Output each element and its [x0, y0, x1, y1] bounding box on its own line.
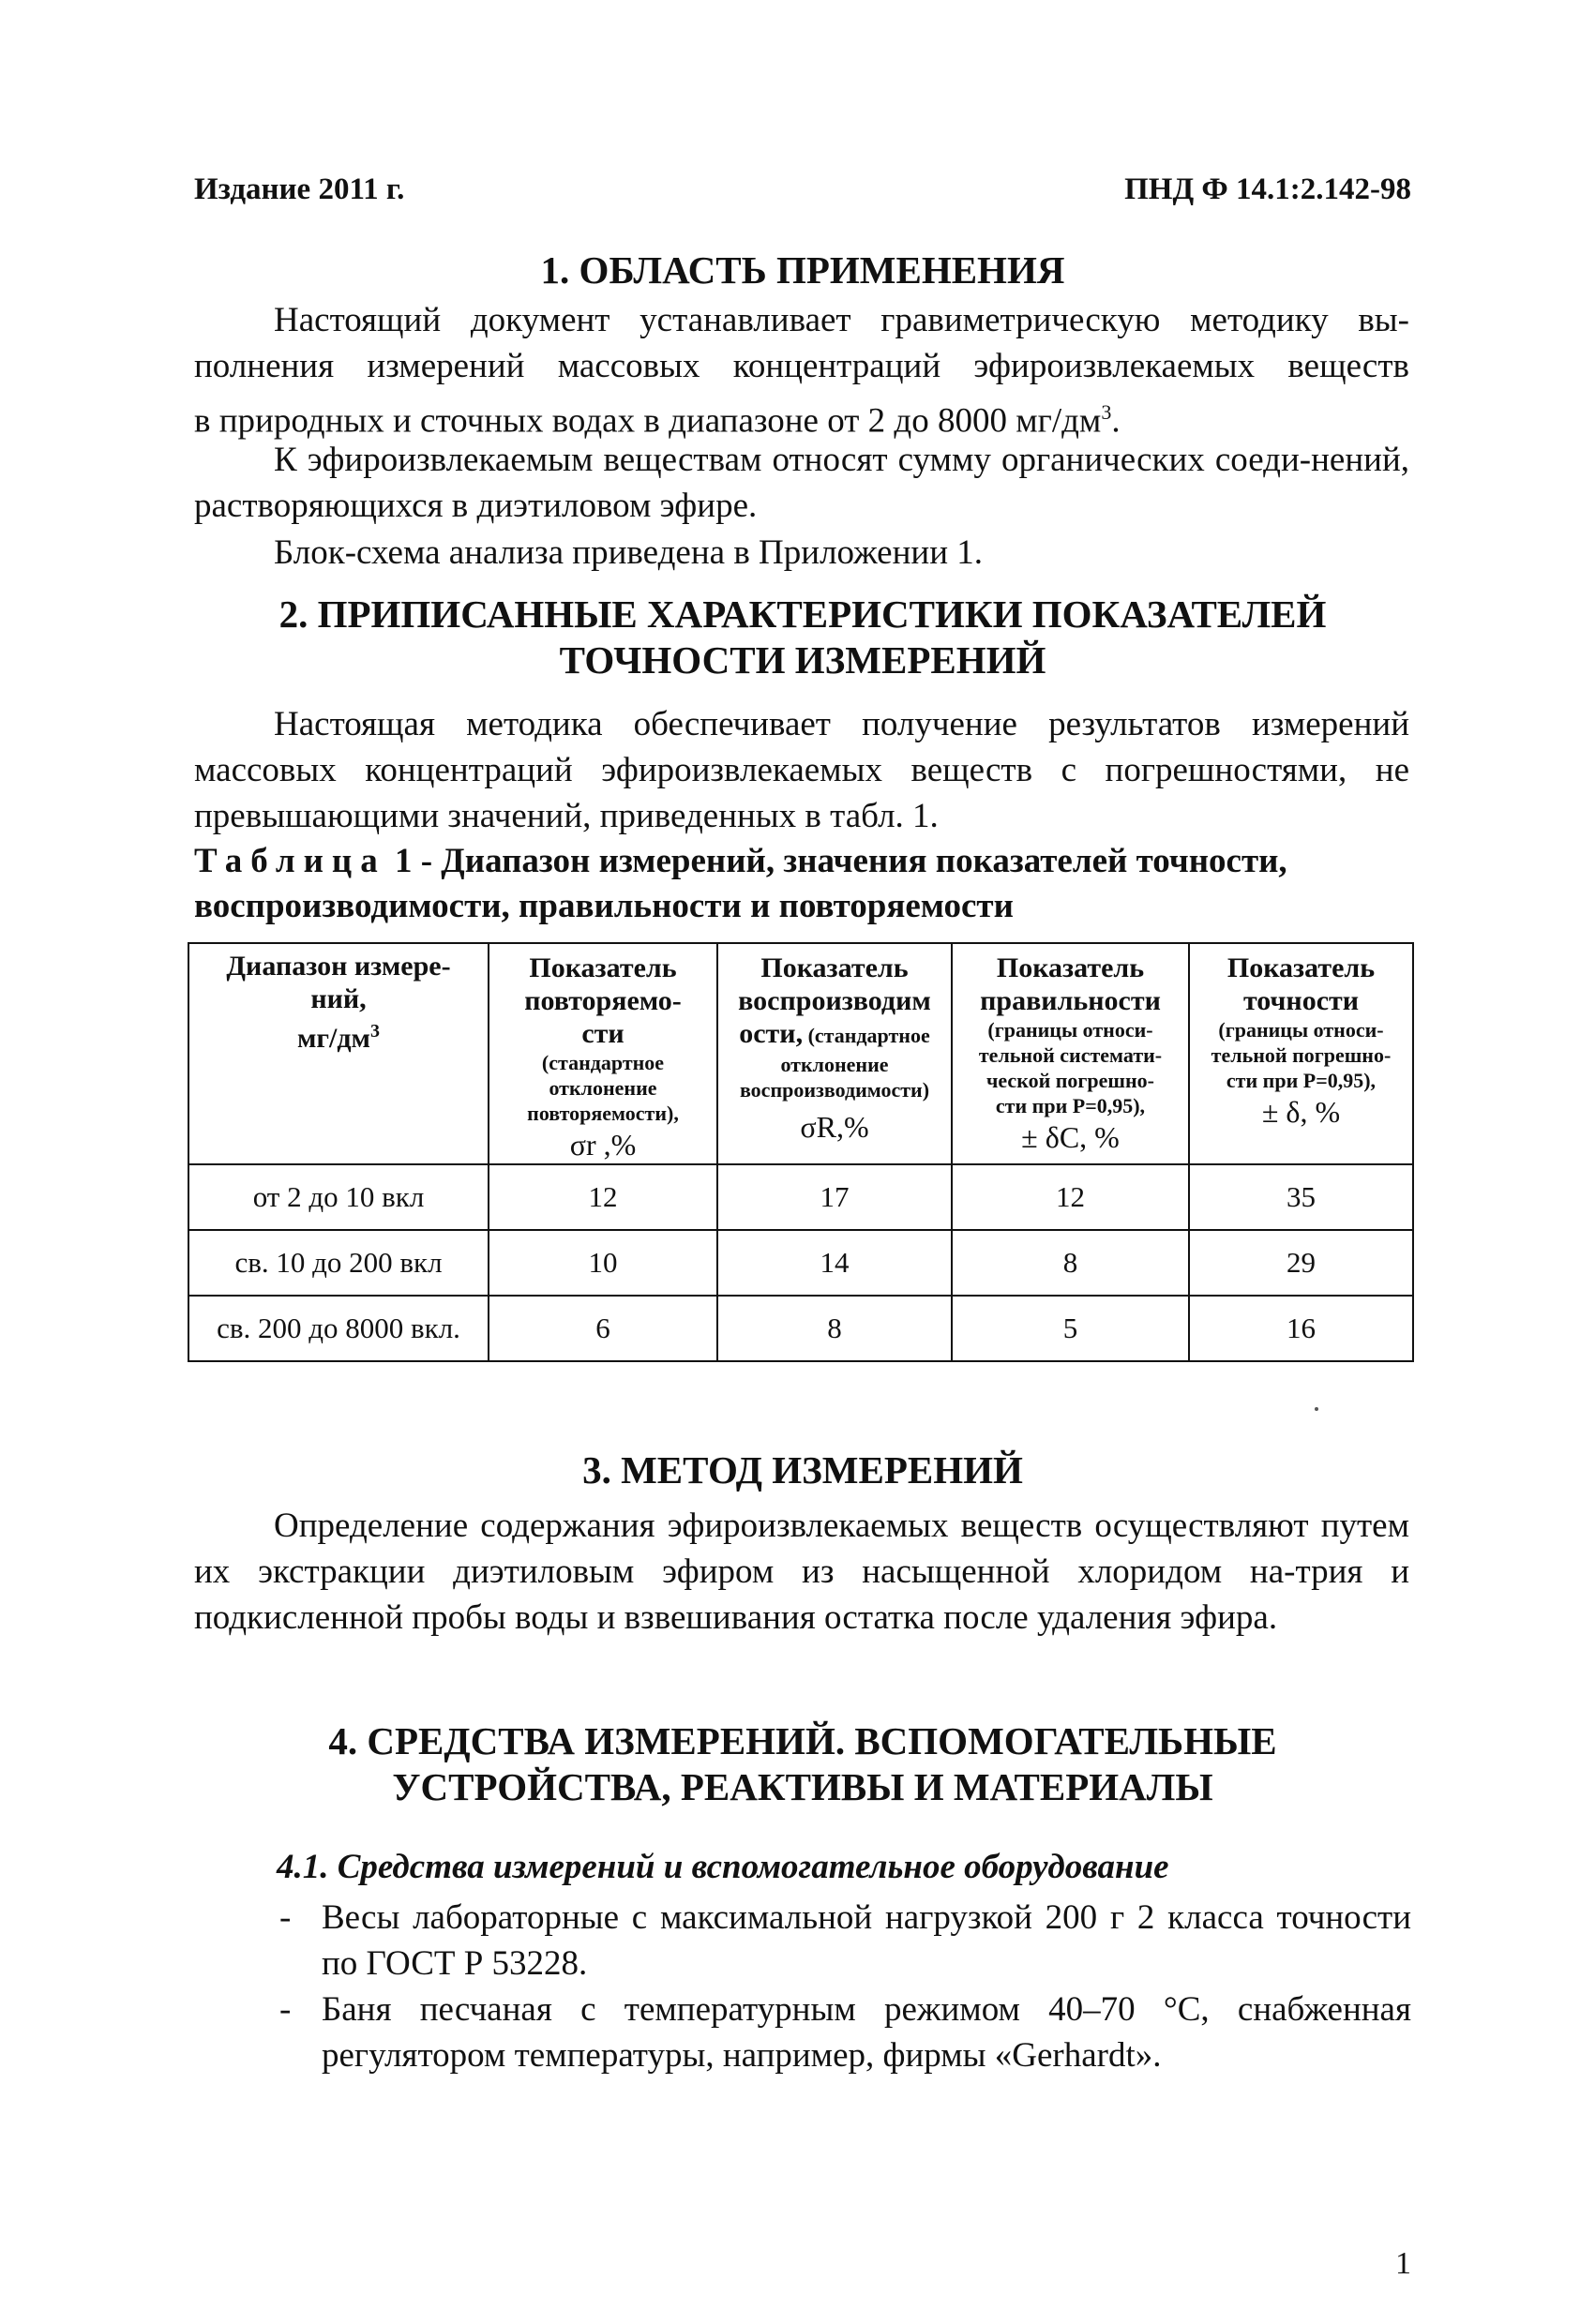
cell-reproducibility: 17: [717, 1164, 952, 1230]
bullet-dash: -: [279, 1898, 292, 1937]
header-accuracy-symbol: ± δ, %: [1261, 1095, 1341, 1129]
header-correctness-line-2: правильности: [980, 985, 1161, 1016]
cell-correctness: 8: [952, 1230, 1189, 1296]
table-1-caption-word: Таблица: [194, 842, 386, 880]
table-1-caption-line-1: [194, 839, 1413, 884]
cell-reproducibility: 14: [717, 1230, 952, 1296]
cell-repeatability: 12: [489, 1164, 717, 1230]
table-1-caption-rest: 1 - Диапазон измерений, значения показателей точности,: [385, 842, 1287, 880]
header-repeatability-line-3: сти: [581, 1018, 624, 1049]
table-1-caption: [194, 839, 1413, 929]
header-accuracy-note-3: сти при P=0,95),: [1226, 1069, 1377, 1092]
section-3-title: 3. МЕТОД ИЗМЕРЕНИЙ: [582, 1448, 1023, 1492]
p1-line-3-text: в природных и сточных водах в диапазоне от 2 до 8000 мг/дм: [194, 401, 1102, 441]
header-accuracy-note-2: тельной погрешно-: [1211, 1043, 1392, 1067]
cell-reproducibility: 8: [717, 1296, 952, 1361]
header-correctness-note-2: тельной системати-: [978, 1043, 1163, 1067]
header-correctness: [952, 943, 1189, 1164]
section-1-paragraph-2: К эфироизвлекаемым веществам относят сумму органических соеди-нений, растворяющихся в диэтиловом эфире.: [194, 441, 1409, 525]
cell-range: св. 10 до 200 вкл: [188, 1230, 489, 1296]
header-reproducibility-symbol: σR,%: [800, 1110, 869, 1144]
section-1-title: 1. ОБЛАСТЬ ПРИМЕНЕНИЯ: [540, 248, 1065, 292]
header-reproducibility-line-2: воспроизводим: [738, 985, 931, 1016]
header-repeatability-symbol: σr ,%: [569, 1128, 637, 1162]
subsection-4-1-title: 4.1. Средства измерений и вспомогательное оборудование: [277, 1848, 1169, 1886]
section-1-paragraph-1: [194, 297, 1409, 443]
document-code: ПНД Ф 14.1:2.142-98: [1124, 172, 1411, 206]
section-3-paragraph-1: Определение содержания эфироизвлекаемых веществ осуществляют путем их экстракции диэтиловым эфиром из насыщенной хлоридом на-трия и подкисленной пробы воды и взвешивания остатка после удаления эфира.: [194, 1507, 1409, 1637]
cell-range: от 2 до 10 вкл: [188, 1164, 489, 1230]
header-correctness-note-1: (границы относи-: [987, 1018, 1153, 1042]
header-reproducibility-note-1: отклонение: [780, 1053, 889, 1076]
header-reproducibility-line-3: [718, 1017, 951, 1052]
cell-range: св. 200 до 8000 вкл.: [188, 1296, 489, 1361]
table-row: [188, 1230, 1413, 1296]
cell-correctness: 12: [952, 1164, 1189, 1230]
cell-correctness: 5: [952, 1296, 1189, 1361]
header-reproducibility: [717, 943, 952, 1164]
cell-repeatability: 10: [489, 1230, 717, 1296]
section-2-title-line-2: ТОЧНОСТИ ИЗМЕРЕНИЙ: [559, 638, 1046, 682]
header-reproducibility-note-2: воспроизводимости): [739, 1078, 930, 1102]
header-repeatability-note-3: повторяемости),: [527, 1102, 679, 1125]
scan-speck: [1315, 1407, 1318, 1411]
header-accuracy: [1189, 943, 1413, 1164]
header-reproducibility-line-1: Показатель: [760, 952, 909, 983]
header-repeatability-note-1: (стандартное: [541, 1051, 665, 1074]
header-correctness-line-1: Показатель: [996, 952, 1145, 983]
p1-line-1: Настоящий документ устанавливает гравиметрическую методику вы-: [274, 301, 1409, 339]
edition-label: Издание 2011 г.: [194, 172, 405, 206]
p1-line-3: [194, 389, 1409, 443]
header-range-line-3: [189, 1015, 488, 1055]
p1-line-2: полнения измерений массовых концентраций эфироизвлекаемых веществ: [194, 347, 1409, 385]
header-range-sup: 3: [370, 1021, 380, 1042]
header-accuracy-line-1: Показатель: [1226, 952, 1376, 983]
bullet-dash: -: [279, 1990, 292, 2029]
header-accuracy-note-1: (границы относи-: [1218, 1018, 1384, 1042]
table-1-caption-line-2: воспроизводимости, правильности и повторяемости: [194, 887, 1014, 925]
header-accuracy-line-2: точности: [1242, 985, 1360, 1016]
header-range-line-2: ний,: [310, 983, 367, 1014]
cell-accuracy: 16: [1189, 1296, 1413, 1361]
header-repeatability: [489, 943, 717, 1164]
cell-accuracy: 35: [1189, 1164, 1413, 1230]
cell-repeatability: 6: [489, 1296, 717, 1361]
list-item: Баня песчаная с температурным режимом 40–70 °С, снабженная регулятором температуры, например, фирмы «Gerhardt».: [322, 1990, 1411, 2075]
table-1: [188, 942, 1414, 1362]
table-row: [188, 1296, 1413, 1361]
header-correctness-symbol: ± δC, %: [1021, 1120, 1120, 1154]
section-4-title-line-2: УСТРОЙСТВА, РЕАКТИВЫ И МАТЕРИАЛЫ: [392, 1765, 1213, 1808]
header-correctness-note-4: сти при P=0,95),: [995, 1094, 1146, 1117]
header-repeatability-line-1: Показатель: [529, 952, 677, 983]
section-4-title-line-1: 4. СРЕДСТВА ИЗМЕРЕНИЙ. ВСПОМОГАТЕЛЬНЫЕ: [328, 1719, 1277, 1762]
p1-superscript: 3: [1101, 400, 1112, 424]
page-number: 1: [1395, 2246, 1411, 2281]
header-repeatability-line-2: повторяемо-: [524, 985, 682, 1016]
list-item: Весы лабораторные с максимальной нагрузкой 200 г 2 класса точности по ГОСТ Р 53228.: [322, 1898, 1411, 1983]
section-2-title-line-1: 2. ПРИПИСАННЫЕ ХАРАКТЕРИСТИКИ ПОКАЗАТЕЛЕЙ: [278, 592, 1327, 636]
header-reproducibility-line-3-small: (стандартное: [803, 1024, 930, 1047]
table-header-row: [188, 943, 1413, 1164]
cell-accuracy: 29: [1189, 1230, 1413, 1296]
section-1-paragraph-3: Блок-схема анализа приведена в Приложении 1.: [274, 533, 984, 572]
header-range-unit: мг/дм: [296, 1023, 370, 1054]
p1-line-3-end: .: [1111, 401, 1121, 441]
table-row: [188, 1164, 1413, 1230]
section-2-paragraph-1: Настоящая методика обеспечивает получение результатов измерений массовых концентраций эфироизвлекаемых веществ с погрешностями, не превышающими значений, приведенных в табл. 1.: [194, 705, 1409, 835]
header-range: [188, 943, 489, 1164]
header-range-line-1: Диапазон измере-: [226, 951, 451, 982]
header-repeatability-note-2: отклонение: [549, 1076, 657, 1100]
header-reproducibility-line-3-main: ости,: [739, 1018, 804, 1049]
header-correctness-note-3: ческой погрешно-: [986, 1069, 1154, 1092]
